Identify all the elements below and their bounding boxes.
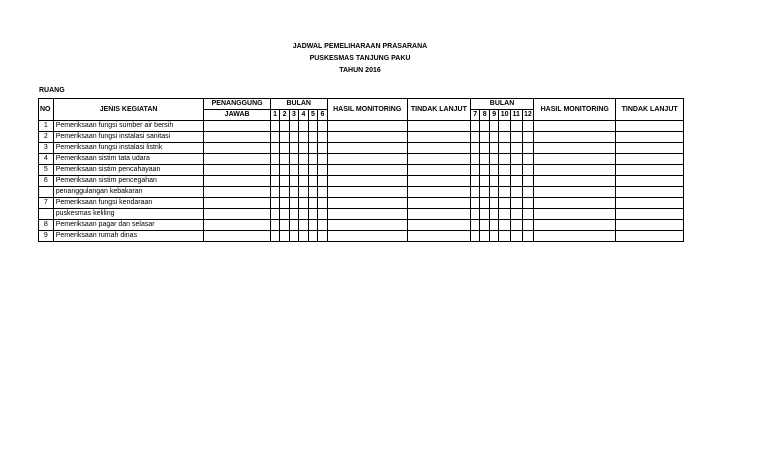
month-cell	[289, 220, 298, 231]
month-cell	[522, 176, 534, 187]
hasil-monitoring-cell	[534, 220, 616, 231]
hasil-monitoring-cell	[534, 209, 616, 220]
month-header-3: 3	[289, 110, 298, 121]
month-cell	[308, 209, 317, 220]
month-cell	[510, 121, 522, 132]
month-cell	[280, 165, 289, 176]
header-tindak-lanjut-first: TINDAK LANJUT	[407, 99, 470, 121]
month-cell	[270, 132, 279, 143]
month-cell	[270, 121, 279, 132]
month-cell	[289, 198, 298, 209]
month-cell	[299, 121, 308, 132]
month-cell	[308, 154, 317, 165]
month-cell	[470, 154, 479, 165]
month-header-5: 5	[308, 110, 317, 121]
month-cell	[510, 132, 522, 143]
month-cell	[522, 187, 534, 198]
month-cell	[308, 198, 317, 209]
month-cell	[270, 143, 279, 154]
month-cell	[522, 121, 534, 132]
penanggung-jawab-cell	[204, 231, 270, 242]
tindak-lanjut-cell	[407, 231, 470, 242]
month-cell	[318, 209, 328, 220]
tindak-lanjut-cell	[616, 165, 684, 176]
month-cell	[308, 143, 317, 154]
tindak-lanjut-cell	[407, 143, 470, 154]
hasil-monitoring-cell	[534, 132, 616, 143]
tindak-lanjut-cell	[616, 121, 684, 132]
month-cell	[270, 220, 279, 231]
month-cell	[489, 121, 498, 132]
month-cell	[308, 132, 317, 143]
hasil-monitoring-cell	[534, 187, 616, 198]
row-number	[39, 209, 54, 220]
row-number: 3	[39, 143, 54, 154]
table-row	[39, 165, 684, 176]
month-cell	[280, 220, 289, 231]
penanggung-jawab-cell	[204, 220, 270, 231]
month-cell	[489, 209, 498, 220]
month-cell	[489, 220, 498, 231]
month-cell	[270, 154, 279, 165]
month-cell	[480, 198, 489, 209]
month-cell	[289, 132, 298, 143]
month-header-1: 1	[270, 110, 279, 121]
header-bulan-second-half: BULAN	[470, 99, 533, 110]
penanggung-jawab-cell	[204, 121, 270, 132]
header-no: NO	[39, 99, 54, 121]
hasil-monitoring-cell	[327, 121, 407, 132]
month-cell	[499, 198, 511, 209]
row-number: 8	[39, 220, 54, 231]
header-penanggung-jawab-line2: JAWAB	[204, 110, 270, 121]
month-header-10: 10	[499, 110, 511, 121]
month-cell	[480, 121, 489, 132]
month-cell	[499, 176, 511, 187]
month-cell	[480, 209, 489, 220]
month-cell	[499, 220, 511, 231]
month-cell	[299, 209, 308, 220]
month-cell	[489, 231, 498, 242]
month-cell	[470, 187, 479, 198]
penanggung-jawab-cell	[204, 154, 270, 165]
month-cell	[270, 176, 279, 187]
month-cell	[270, 198, 279, 209]
month-header-8: 8	[480, 110, 489, 121]
month-cell	[510, 209, 522, 220]
tindak-lanjut-cell	[407, 209, 470, 220]
table-row	[39, 154, 684, 165]
month-cell	[522, 165, 534, 176]
month-cell	[280, 132, 289, 143]
row-kegiatan: Pemeriksaan sistim pencahayaan	[53, 165, 204, 176]
row-kegiatan: Pemeriksaan rumah dinas	[53, 231, 204, 242]
month-cell	[470, 209, 479, 220]
month-cell	[522, 154, 534, 165]
tindak-lanjut-cell	[616, 143, 684, 154]
table-row	[39, 209, 684, 220]
tindak-lanjut-cell	[407, 220, 470, 231]
month-header-11: 11	[510, 110, 522, 121]
month-cell	[480, 132, 489, 143]
header-hasil-monitoring-second: HASIL MONITORING	[534, 99, 616, 121]
month-cell	[480, 231, 489, 242]
row-number: 4	[39, 154, 54, 165]
month-cell	[318, 143, 328, 154]
month-cell	[470, 231, 479, 242]
month-cell	[289, 209, 298, 220]
month-cell	[308, 187, 317, 198]
row-number: 9	[39, 231, 54, 242]
month-cell	[489, 198, 498, 209]
table-row	[39, 231, 684, 242]
month-cell	[289, 165, 298, 176]
row-kegiatan: Pemeriksaan sistim tata udara	[53, 154, 204, 165]
month-cell	[499, 132, 511, 143]
month-cell	[318, 187, 328, 198]
month-cell	[299, 198, 308, 209]
hasil-monitoring-cell	[327, 187, 407, 198]
month-cell	[510, 198, 522, 209]
table-row	[39, 121, 684, 132]
month-cell	[499, 209, 511, 220]
month-cell	[318, 231, 328, 242]
month-cell	[280, 176, 289, 187]
tindak-lanjut-cell	[407, 154, 470, 165]
month-cell	[280, 121, 289, 132]
tindak-lanjut-cell	[407, 176, 470, 187]
header-bulan-first-half: BULAN	[270, 99, 327, 110]
table-row	[39, 187, 684, 198]
month-cell	[480, 220, 489, 231]
row-kegiatan: Pemeriksaan fungsi instalasi listrik	[53, 143, 204, 154]
month-cell	[470, 198, 479, 209]
month-header-2: 2	[280, 110, 289, 121]
month-cell	[308, 176, 317, 187]
penanggung-jawab-cell	[204, 209, 270, 220]
month-cell	[522, 209, 534, 220]
table-body	[39, 121, 684, 242]
month-cell	[489, 176, 498, 187]
row-kegiatan: Pemeriksaan fungsi instalasi sanitasi	[53, 132, 204, 143]
tindak-lanjut-cell	[407, 198, 470, 209]
month-cell	[522, 220, 534, 231]
month-cell	[280, 143, 289, 154]
month-cell	[499, 143, 511, 154]
month-cell	[489, 132, 498, 143]
hasil-monitoring-cell	[327, 209, 407, 220]
tindak-lanjut-cell	[616, 154, 684, 165]
month-cell	[299, 165, 308, 176]
month-header-9: 9	[489, 110, 498, 121]
month-cell	[270, 209, 279, 220]
table-header-row	[39, 99, 684, 110]
month-cell	[510, 220, 522, 231]
month-cell	[470, 132, 479, 143]
tindak-lanjut-cell	[407, 132, 470, 143]
month-cell	[499, 121, 511, 132]
month-cell	[499, 187, 511, 198]
row-number	[39, 187, 54, 198]
month-cell	[318, 154, 328, 165]
month-cell	[510, 187, 522, 198]
month-cell	[489, 143, 498, 154]
row-kegiatan: Pemeriksaan pagar dan selasar	[53, 220, 204, 231]
row-number: 1	[39, 121, 54, 132]
month-cell	[270, 165, 279, 176]
penanggung-jawab-cell	[204, 198, 270, 209]
month-cell	[318, 198, 328, 209]
month-cell	[299, 132, 308, 143]
hasil-monitoring-cell	[327, 132, 407, 143]
header-penanggung-jawab-line1: PENANGGUNG	[204, 99, 270, 110]
month-cell	[522, 143, 534, 154]
row-number: 2	[39, 132, 54, 143]
month-cell	[489, 154, 498, 165]
hasil-monitoring-cell	[327, 220, 407, 231]
hasil-monitoring-cell	[534, 198, 616, 209]
month-cell	[280, 209, 289, 220]
hasil-monitoring-cell	[534, 231, 616, 242]
penanggung-jawab-cell	[204, 143, 270, 154]
hasil-monitoring-cell	[534, 121, 616, 132]
month-cell	[308, 165, 317, 176]
tindak-lanjut-cell	[407, 121, 470, 132]
month-cell	[480, 165, 489, 176]
penanggung-jawab-cell	[204, 165, 270, 176]
row-number: 5	[39, 165, 54, 176]
penanggung-jawab-cell	[204, 187, 270, 198]
month-cell	[470, 176, 479, 187]
hasil-monitoring-cell	[327, 143, 407, 154]
month-cell	[470, 121, 479, 132]
hasil-monitoring-cell	[327, 165, 407, 176]
hasil-monitoring-cell	[534, 154, 616, 165]
month-cell	[522, 231, 534, 242]
month-cell	[289, 143, 298, 154]
row-kegiatan: Pemeriksaan sistim pencegahan	[53, 176, 204, 187]
month-cell	[499, 165, 511, 176]
penanggung-jawab-cell	[204, 132, 270, 143]
month-cell	[470, 165, 479, 176]
month-cell	[289, 176, 298, 187]
document-title-line: TAHUN 2016	[339, 67, 381, 74]
month-cell	[470, 220, 479, 231]
month-cell	[510, 143, 522, 154]
month-cell	[522, 132, 534, 143]
tindak-lanjut-cell	[616, 198, 684, 209]
month-header-7: 7	[470, 110, 479, 121]
month-cell	[299, 220, 308, 231]
month-cell	[299, 154, 308, 165]
month-cell	[308, 231, 317, 242]
month-cell	[289, 231, 298, 242]
month-cell	[480, 176, 489, 187]
header-tindak-lanjut-second: TINDAK LANJUT	[616, 99, 684, 121]
month-cell	[318, 176, 328, 187]
month-cell	[289, 121, 298, 132]
month-cell	[480, 143, 489, 154]
month-header-12: 12	[522, 110, 534, 121]
document-title-block	[0, 41, 720, 77]
month-cell	[489, 187, 498, 198]
table-row	[39, 198, 684, 209]
month-cell	[480, 154, 489, 165]
month-cell	[480, 187, 489, 198]
tindak-lanjut-cell	[616, 220, 684, 231]
month-cell	[318, 132, 328, 143]
month-cell	[308, 220, 317, 231]
month-cell	[299, 176, 308, 187]
tindak-lanjut-cell	[616, 132, 684, 143]
month-cell	[270, 187, 279, 198]
month-cell	[318, 165, 328, 176]
hasil-monitoring-cell	[534, 143, 616, 154]
section-label: RUANG	[39, 87, 65, 94]
tindak-lanjut-cell	[616, 209, 684, 220]
tindak-lanjut-cell	[616, 176, 684, 187]
penanggung-jawab-cell	[204, 176, 270, 187]
month-cell	[289, 154, 298, 165]
hasil-monitoring-cell	[327, 154, 407, 165]
month-cell	[308, 121, 317, 132]
month-cell	[522, 198, 534, 209]
month-cell	[299, 231, 308, 242]
hasil-monitoring-cell	[534, 165, 616, 176]
month-header-4: 4	[299, 110, 308, 121]
month-header-6: 6	[318, 110, 328, 121]
month-cell	[318, 220, 328, 231]
row-kegiatan: penanggulangan kebakaran	[53, 187, 204, 198]
month-cell	[510, 165, 522, 176]
document-title-line: JADWAL PEMELIHARAAN PRASARANA	[292, 43, 428, 50]
row-kegiatan: puskesmas keliling	[53, 209, 204, 220]
hasil-monitoring-cell	[327, 176, 407, 187]
month-cell	[280, 187, 289, 198]
row-number: 6	[39, 176, 54, 187]
month-cell	[280, 231, 289, 242]
month-cell	[280, 154, 289, 165]
hasil-monitoring-cell	[534, 176, 616, 187]
month-cell	[510, 231, 522, 242]
tindak-lanjut-cell	[616, 231, 684, 242]
month-cell	[299, 143, 308, 154]
month-cell	[289, 187, 298, 198]
month-cell	[489, 165, 498, 176]
header-hasil-monitoring-first: HASIL MONITORING	[327, 99, 407, 121]
header-jenis-kegiatan: JENIS KEGIATAN	[53, 99, 204, 121]
table-row	[39, 220, 684, 231]
hasil-monitoring-cell	[327, 198, 407, 209]
month-cell	[270, 231, 279, 242]
month-cell	[299, 187, 308, 198]
tindak-lanjut-cell	[616, 187, 684, 198]
maintenance-schedule-table	[38, 98, 684, 242]
table-row	[39, 143, 684, 154]
table-row	[39, 132, 684, 143]
month-cell	[499, 231, 511, 242]
tindak-lanjut-cell	[407, 187, 470, 198]
month-cell	[280, 198, 289, 209]
hasil-monitoring-cell	[327, 231, 407, 242]
month-cell	[499, 154, 511, 165]
row-number: 7	[39, 198, 54, 209]
tindak-lanjut-cell	[407, 165, 470, 176]
month-cell	[510, 154, 522, 165]
month-cell	[470, 143, 479, 154]
month-cell	[318, 121, 328, 132]
month-cell	[510, 176, 522, 187]
table-row	[39, 176, 684, 187]
document-title-line: PUSKESMAS TANJUNG PAKU	[309, 55, 411, 62]
row-kegiatan: Pemeriksaan fungsi kendaraan	[53, 198, 204, 209]
row-kegiatan: Pemeriksaan fungsi sumber air bersih	[53, 121, 204, 132]
